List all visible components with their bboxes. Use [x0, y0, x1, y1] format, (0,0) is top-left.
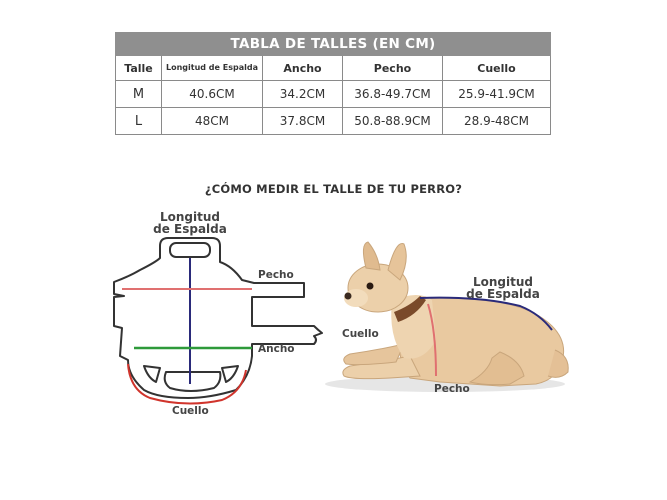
- cell-pecho: 50.8-88.9CM: [343, 108, 443, 135]
- dog-longitud-line1: Longitud: [472, 275, 533, 289]
- cell-pecho: 36.8-49.7CM: [343, 81, 443, 108]
- header-pecho: Pecho: [343, 56, 443, 81]
- cell-size: M: [116, 81, 162, 108]
- dog-longitud-label: [458, 276, 548, 300]
- dog-pecho-label: Pecho: [434, 383, 470, 395]
- harness-pecho-label: Pecho: [258, 269, 294, 281]
- cell-cuello: 25.9-41.9CM: [443, 81, 551, 108]
- header-ancho: Ancho: [263, 56, 343, 81]
- harness-ancho-label: Ancho: [258, 343, 295, 355]
- header-talle: Talle: [116, 56, 162, 81]
- header-cuello: Cuello: [443, 56, 551, 81]
- cell-cuello: 28.9-48CM: [443, 108, 551, 135]
- dog-cuello-label: Cuello: [342, 328, 379, 340]
- dog-nose: [345, 293, 352, 300]
- cell-size: L: [116, 108, 162, 135]
- table-title: TABLA DE TALLES (EN CM): [116, 33, 551, 56]
- harness-longitud-line2: de Espalda: [153, 222, 227, 236]
- cell-ancho: 37.8CM: [263, 108, 343, 135]
- dog-longitud-line2: de Espalda: [466, 287, 540, 301]
- cell-longitud: 48CM: [162, 108, 263, 135]
- measure-heading: ¿CÓMO MEDIR EL TALLE DE TU PERRO?: [204, 182, 463, 196]
- cell-longitud: 40.6CM: [162, 81, 263, 108]
- dog-front-leg-right: [344, 344, 404, 365]
- harness-cuello-label: Cuello: [172, 405, 209, 417]
- dog-eye: [367, 283, 374, 290]
- harness-longitud-line1: Longitud: [159, 210, 220, 224]
- cell-ancho: 34.2CM: [263, 81, 343, 108]
- dog-ear-left: [363, 242, 380, 270]
- header-longitud: Longitud de Espalda: [162, 56, 263, 81]
